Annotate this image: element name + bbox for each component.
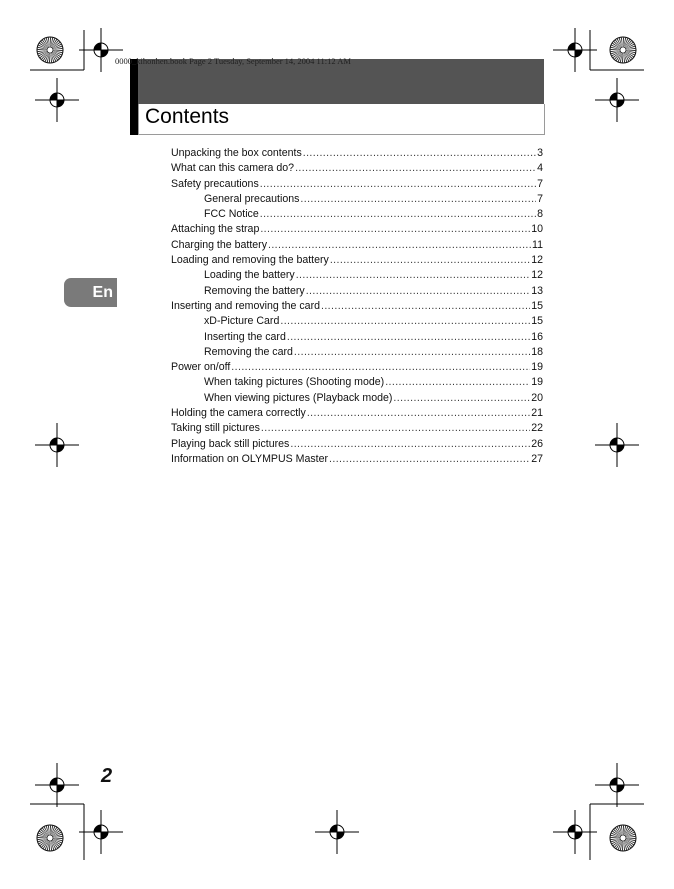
toc-leader [259, 207, 536, 222]
page-title: Contents [145, 105, 230, 128]
toc-entry-page: 21 [531, 407, 543, 420]
toc-entry-title: Information on OLYMPUS Master [171, 452, 329, 465]
registration-mark-left-middle [35, 423, 79, 467]
toc-entry-title: xD-Picture Card [204, 315, 280, 328]
toc-entry-page: 15 [531, 299, 543, 312]
toc-leader [305, 284, 531, 299]
toc-entry [171, 268, 543, 283]
toc-entry-title: When taking pictures (Shooting mode) [204, 376, 385, 389]
toc-entry-title: FCC Notice [204, 208, 259, 221]
toc-entry-page: 19 [531, 376, 543, 389]
table-of-contents [171, 146, 543, 467]
toc-entry-title: Safety precautions [171, 177, 259, 190]
toc-leader [302, 146, 536, 161]
toc-entry [171, 375, 543, 390]
toc-leader [328, 452, 530, 467]
toc-entry [171, 238, 543, 253]
toc-entry [171, 161, 543, 176]
toc-entry-title: General precautions [204, 192, 300, 205]
toc-entry-title: Playing back still pictures [171, 437, 290, 450]
toc-leader [286, 330, 530, 345]
toc-entry-page: 7 [537, 177, 543, 190]
header-edge [130, 59, 138, 135]
toc-entry-title: When viewing pictures (Playback mode) [204, 391, 393, 404]
toc-entry-page: 4 [537, 162, 543, 175]
toc-leader [384, 375, 530, 390]
registration-mark-left-lower [35, 763, 79, 807]
color-bar-top-left [37, 37, 63, 63]
registration-mark-bottom-center [315, 810, 359, 854]
toc-entry [171, 299, 543, 314]
color-bar-bottom-left [37, 825, 63, 851]
toc-leader [392, 391, 530, 406]
toc-entry-page: 11 [532, 238, 543, 251]
toc-entry-title: Power on/off [171, 361, 231, 374]
toc-entry [171, 345, 543, 360]
registration-mark-right-upper [595, 78, 639, 122]
toc-entry [171, 146, 543, 161]
toc-entry-page: 22 [531, 422, 543, 435]
toc-entry-title: Inserting the card [204, 330, 286, 343]
page-header [130, 59, 544, 135]
toc-leader [320, 299, 530, 314]
toc-entry-page: 26 [531, 437, 543, 450]
toc-entry [171, 284, 543, 299]
print-slug: 0000_kihonhen.book Page 2 Tuesday, September 14, 2004 11:12 AM [115, 56, 351, 66]
toc-entry [171, 360, 543, 375]
toc-entry [171, 452, 543, 467]
toc-entry [171, 391, 543, 406]
toc-entry [171, 192, 543, 207]
toc-entry [171, 406, 543, 421]
toc-entry-page: 27 [531, 452, 543, 465]
toc-entry-page: 8 [537, 208, 543, 221]
toc-entry [171, 437, 543, 452]
toc-leader [279, 314, 530, 329]
toc-entry-title: Unpacking the box contents [171, 147, 302, 159]
toc-entry [171, 177, 543, 192]
toc-leader [289, 437, 530, 452]
toc-entry-page: 15 [531, 315, 543, 328]
toc-entry-page: 7 [537, 192, 543, 205]
toc-entry [171, 253, 543, 268]
toc-leader [295, 268, 530, 283]
toc-leader [260, 421, 530, 436]
toc-leader [306, 406, 530, 421]
toc-entry-page: 3 [537, 147, 543, 159]
toc-entry-title: Loading and removing the battery [171, 254, 329, 267]
toc-entry-title: Charging the battery [171, 238, 267, 251]
toc-leader [293, 345, 530, 360]
color-bar-bottom-right [610, 825, 636, 851]
toc-entry [171, 207, 543, 222]
registration-mark-left-upper [35, 78, 79, 122]
toc-entry-title: Loading the battery [204, 269, 295, 282]
toc-entry-title: Holding the camera correctly [171, 407, 306, 420]
toc-entry-page: 10 [531, 223, 543, 236]
toc-entry [171, 421, 543, 436]
toc-entry-page: 12 [531, 269, 543, 282]
toc-entry-title: Attaching the strap [171, 223, 260, 236]
toc-entry [171, 314, 543, 329]
registration-mark-right-middle [595, 423, 639, 467]
page-number: 2 [101, 765, 113, 787]
language-tab [64, 278, 117, 307]
toc-leader [329, 253, 530, 268]
toc-entry-page: 12 [531, 254, 543, 267]
language-tab-label: En [92, 284, 113, 301]
toc-entry-page: 18 [531, 345, 543, 358]
toc-leader [259, 222, 530, 237]
toc-entry-title: Removing the card [204, 345, 293, 358]
toc-entry-page: 13 [531, 284, 543, 297]
toc-entry [171, 330, 543, 345]
toc-leader [259, 177, 536, 192]
registration-mark-bottom-left [79, 810, 123, 854]
toc-entry-page: 19 [531, 361, 543, 374]
toc-entry-title: What can this camera do? [171, 162, 295, 175]
toc-leader [294, 161, 536, 176]
toc-entry-title: Taking still pictures [171, 422, 260, 435]
toc-entry-title: Inserting and removing the card [171, 299, 320, 312]
registration-mark-right-lower [595, 763, 639, 807]
toc-leader [299, 192, 536, 207]
toc-leader [267, 238, 531, 253]
toc-entry-page: 20 [531, 391, 543, 404]
toc-entry-title: Removing the battery [204, 284, 305, 297]
toc-entry-page: 16 [531, 330, 543, 343]
color-bar-top-right [610, 37, 636, 63]
toc-leader [230, 360, 530, 375]
toc-entry [171, 222, 543, 237]
